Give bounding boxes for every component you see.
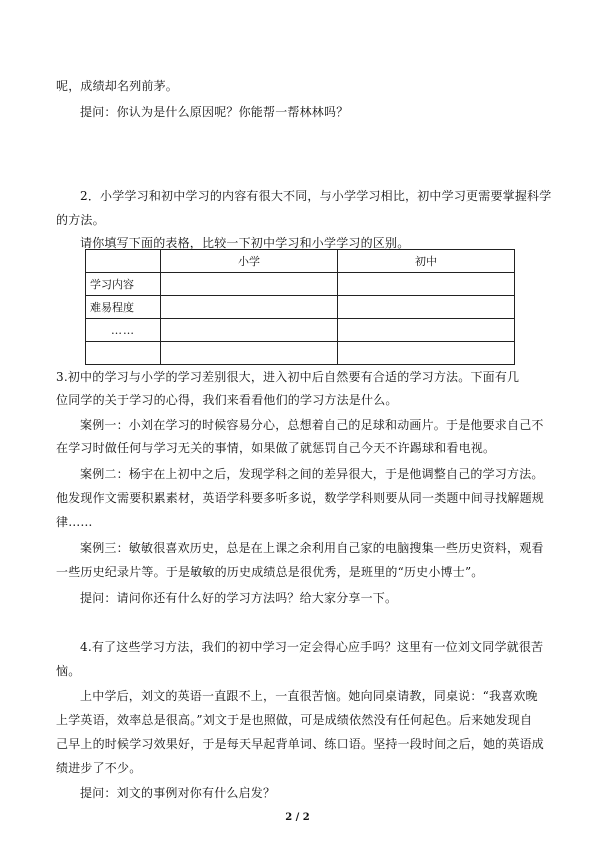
story-line: 上中学后，刘文的英语一直跟不上，一直很苦恼。她向同桌请教，同桌说：“我喜欢晚 (80, 689, 538, 703)
story-line: 己早上的时候学习效果好，于是每天早起背单词、练口语。坚持一段时间之后，她的英语成 (56, 737, 545, 751)
table-header-junior: 初中 (338, 250, 515, 273)
case-one-line: 在学习时做任何与学习无关的事情，如果做了就惩罚自己今天不许踢球和看电视。 (56, 441, 496, 455)
section-3-line: 位同学的关于学习的心得，我们来看看他们的学习方法是什么。 (56, 393, 398, 407)
table-row (86, 273, 515, 296)
section-3-line: 3.初中的学习与小学的学习差别很大，进入初中后自然要有合适的学习方法。下面有几 (56, 370, 520, 384)
question-line: 提问：你认为是什么原因呢？你能帮一帮林林吗？ (80, 105, 349, 119)
table-cell (338, 342, 515, 365)
table-row (86, 319, 515, 342)
page-number: 2 / 2 (285, 812, 310, 823)
section-4-line: 恼。 (56, 664, 81, 678)
case-three-line: 一些历史纪录片等。于是敏敏的历史成绩总是很优秀，是班里的“历史小博士”。 (56, 565, 484, 579)
case-three-line: 案例三：敏敏很喜欢历史，总是在上课之余利用自己家的电脑搜集一些历史资料，观看 (80, 541, 544, 555)
table-instruction: 请你填写下面的表格，比较一下初中学习和小学学习的区别。 (80, 236, 410, 250)
comparison-table (85, 249, 515, 365)
table-row (86, 342, 515, 365)
story-line: 绩进步了不少。 (56, 761, 142, 775)
table-cell (338, 273, 515, 296)
row-label: 学习内容 (86, 273, 161, 296)
question-line: 提问：请问你还有什么好的学习方法吗？给大家分享一下。 (80, 591, 398, 605)
row-label: …… (86, 319, 161, 342)
section-2-line: 2．小学学习和初中学习的内容有很大不同，与小学学习相比，初中学习更需要掌握科学 (80, 189, 552, 203)
table-cell (338, 319, 515, 342)
question-line: 提问：刘文的事例对你有什么启发？ (80, 786, 276, 800)
table-header-cell (86, 250, 161, 273)
case-one-line: 案例一：小刘在学习的时候容易分心，总想着自己的足球和动画片。于是他要求自己不 (80, 418, 544, 432)
table-cell (161, 319, 338, 342)
story-line: 上学英语，效率总是很高。”刘文于是也照做，可是成绩依然没有任何起色。后来她发现自 (56, 713, 533, 727)
table-header-primary: 小学 (161, 250, 338, 273)
case-two-line: 律…… (56, 515, 93, 529)
table-cell (161, 296, 338, 319)
section-2-line: 的方法。 (56, 213, 105, 227)
table-cell (161, 273, 338, 296)
section-4-line: 4.有了这些学习方法，我们的初中学习一定会得心应手吗？这里有一位刘文同学就很苦 (80, 640, 544, 654)
case-two-line: 案例二：杨宇在上初中之后，发现学科之间的差异很大，于是他调整自己的学习方法。 (80, 467, 544, 481)
table-header-row (86, 250, 515, 273)
table-cell (338, 296, 515, 319)
table-row (86, 296, 515, 319)
case-two-line: 他发现作文需要积累素材，英语学科要多听多说，数学学科则要从同一类题中间寻找解题规 (56, 491, 545, 505)
paragraph-line: 呢，成绩却名列前茅。 (56, 79, 179, 93)
table-cell (161, 342, 338, 365)
row-label: 难易程度 (86, 296, 161, 319)
row-label (86, 342, 161, 365)
